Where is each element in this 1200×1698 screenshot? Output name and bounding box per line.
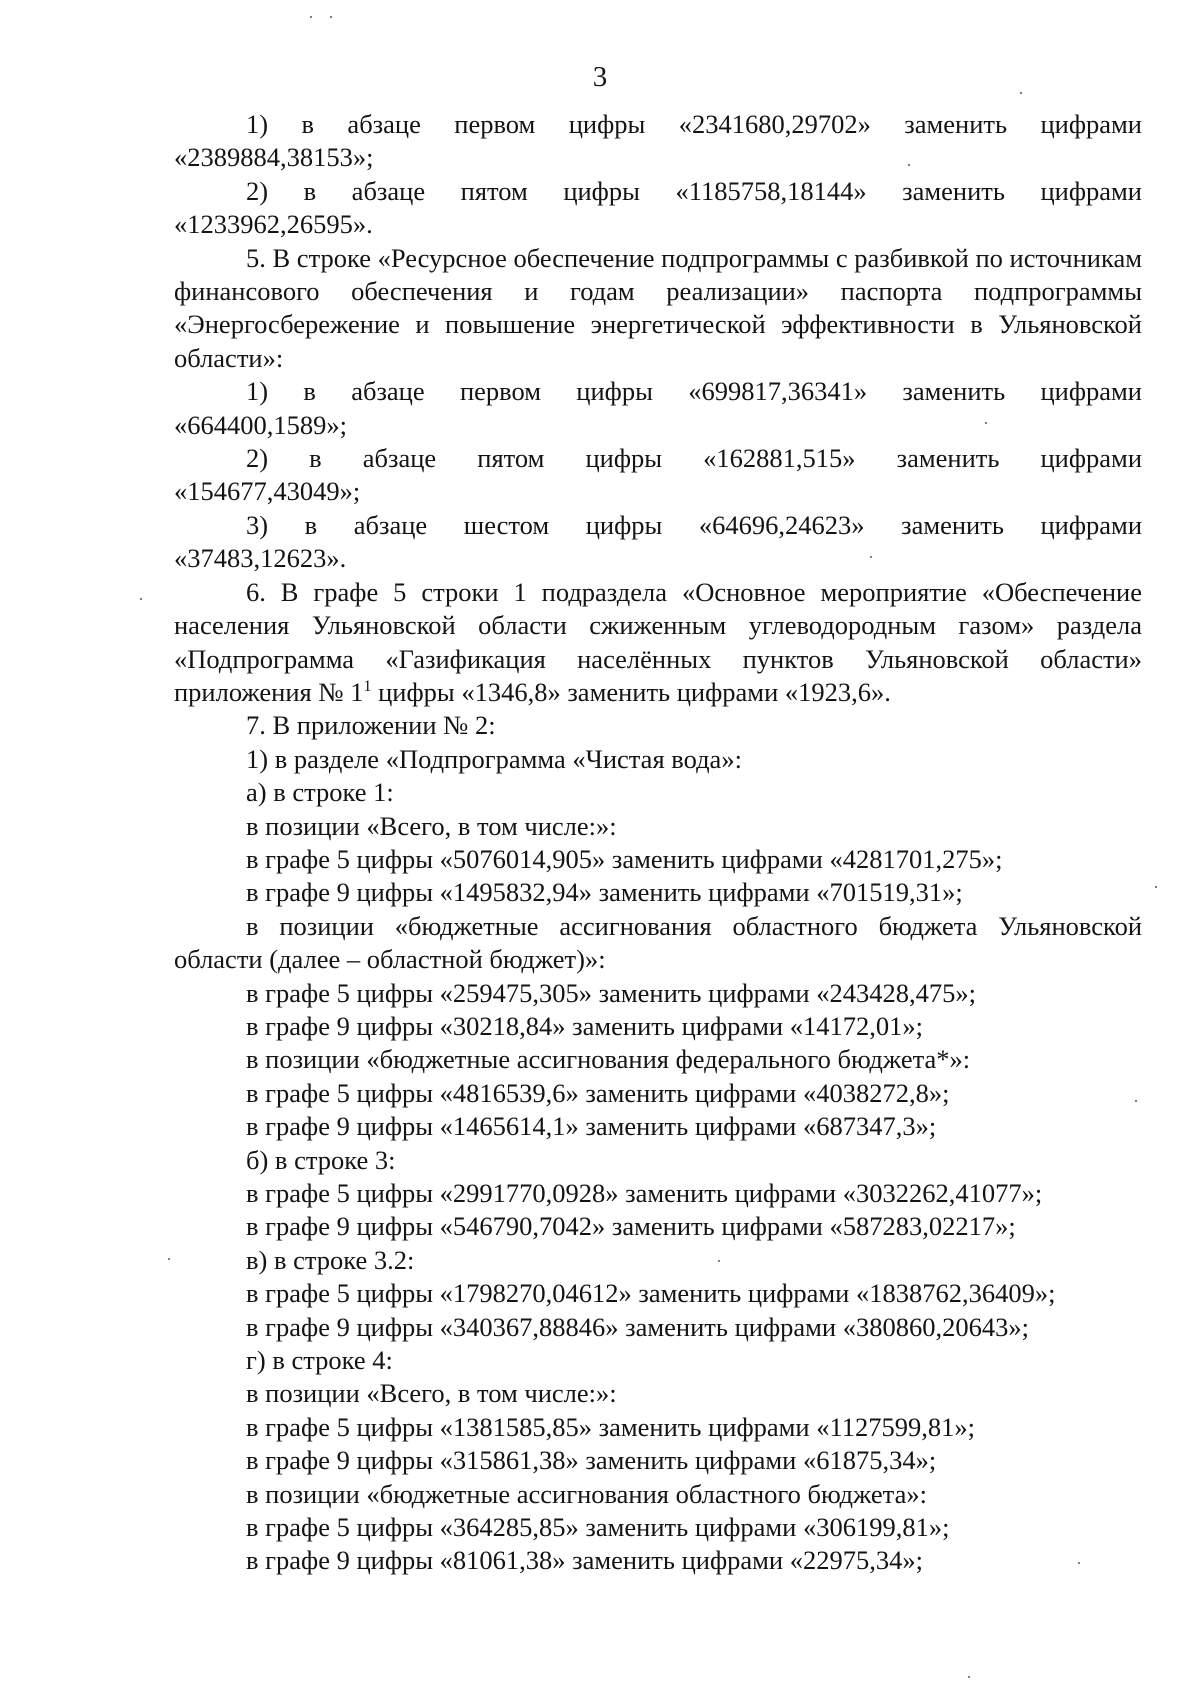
paragraph-line: в графе 9 цифры «1465614,1» заменить цифрами «687347,3»; xyxy=(246,1111,937,1142)
paragraph-section-5: 5. В строке «Ресурсное обеспечение подпрограммы с разбивкой по источникам финансового обеспечения и годам реализации» паспорта подпрограммы «Энергосбережение и повышение энергетической эффективности в Ульяновской области»: xyxy=(174,242,1142,373)
paragraph-5-item-2-line2: «154677,43049»; xyxy=(174,476,361,507)
paragraph-line: в графе 9 цифры «340367,88846» заменить цифрами «380860,20643»; xyxy=(246,1311,1029,1342)
scan-speck xyxy=(1020,92,1022,94)
paragraph-item-2-line2: «1233962,26595». xyxy=(174,209,373,240)
paragraph-line: в графе 5 цифры «1381585,85» заменить цифрами «1127599,81»; xyxy=(246,1411,975,1442)
paragraph-position-regional: в позиции «бюджетные ассигнования областного бюджета Ульяновской области (далее – областной бюджет)»: xyxy=(174,910,1142,975)
paragraph-subitem-g: г) в строке 4: xyxy=(246,1345,393,1376)
paragraph-7-item-1: 1) в разделе «Подпрограмма «Чистая вода»: xyxy=(246,743,742,774)
paragraph-line: в графе 5 цифры «1798270,04612» заменить цифрами «1838762,36409»; xyxy=(246,1278,1056,1309)
paragraph-line: в графе 9 цифры «30218,84» заменить цифрами «14172,01»; xyxy=(246,1010,923,1041)
paragraph-5-item-3-line2: «37483,12623». xyxy=(174,543,347,574)
scan-speck xyxy=(330,16,332,18)
paragraph-item-1-line1: 1) в абзаце первом цифры «2341680,29702» заменить цифрами xyxy=(246,109,1142,139)
scan-speck xyxy=(908,164,910,166)
section-6-text: 6. В графе 5 строки 1 подраздела «Основное мероприятие «Обеспечение населения Ульяновской области сжиженным углеводородным газом» раздела «Подпрограмма «Газификация населённых пунктов Ульяновской области» приложения № 1 xyxy=(174,576,1142,707)
paragraph-line: в графе 5 цифры «364285,85» заменить цифрами «306199,81»; xyxy=(246,1512,950,1543)
scan-speck xyxy=(968,1676,970,1678)
paragraph-line: в графе 9 цифры «81061,38» заменить цифрами «22975,34»; xyxy=(246,1545,923,1576)
paragraph-position-total: в позиции «Всего, в том числе:»: xyxy=(246,1378,617,1409)
paragraph-line: в графе 5 цифры «2991770,0928» заменить цифрами «3032262,41077»; xyxy=(246,1178,1043,1208)
superscript: 1 xyxy=(363,677,372,695)
scan-speck xyxy=(718,1260,720,1262)
paragraph-line: в графе 9 цифры «546790,7042» заменить цифрами «587283,02217»; xyxy=(246,1211,1016,1242)
page-number: 3 xyxy=(592,61,608,93)
paragraph-section-6 xyxy=(174,576,1142,710)
paragraph-item-2-line1: 2) в абзаце пятом цифры «1185758,18144» заменить цифрами xyxy=(246,175,1142,206)
paragraph-5-item-1-line1: 1) в абзаце первом цифры «699817,36341» заменить цифрами xyxy=(246,376,1142,407)
paragraph-5-item-2-line1: 2) в абзаце пятом цифры «162881,515» заменить цифрами xyxy=(246,443,1142,474)
scan-speck xyxy=(310,16,312,18)
scan-speck xyxy=(870,556,872,558)
paragraph-subitem-a: а) в строке 1: xyxy=(246,777,394,808)
paragraph-line: в графе 5 цифры «5076014,905» заменить цифрами «4281701,275»; xyxy=(246,843,1003,874)
document-body xyxy=(174,108,1142,1578)
paragraph-line: в графе 5 цифры «4816539,6» заменить цифрами «4038272,8»; xyxy=(246,1077,950,1108)
paragraph-position-total: в позиции «Всего, в том числе:»: xyxy=(246,810,617,841)
paragraph-5-item-3-line1: 3) в абзаце шестом цифры «64696,24623» заменить цифрами xyxy=(246,509,1142,540)
paragraph-line: в графе 5 цифры «259475,305» заменить цифрами «243428,475»; xyxy=(246,977,976,1008)
paragraph-subitem-b: б) в строке 3: xyxy=(246,1144,396,1175)
scan-speck xyxy=(1155,886,1157,888)
scan-speck xyxy=(168,1258,170,1260)
paragraph-section-7: 7. В приложении № 2: xyxy=(246,710,496,741)
scan-speck xyxy=(1135,1100,1137,1102)
paragraph-line: в графе 9 цифры «1495832,94» заменить цифрами «701519,31»; xyxy=(246,877,963,908)
scan-speck xyxy=(985,422,987,424)
scan-speck xyxy=(140,598,142,600)
section-6-text-end: цифры «1346,8» заменить цифрами «1923,6». xyxy=(371,676,891,707)
paragraph-position-regional: в позиции «бюджетные ассигнования областного бюджета»: xyxy=(246,1478,927,1509)
paragraph-item-1-line2: «2389884,38153»; xyxy=(174,142,374,173)
paragraph-position-federal: в позиции «бюджетные ассигнования федерального бюджета*»: xyxy=(246,1044,971,1075)
paragraph-5-item-1-line2: «664400,1589»; xyxy=(174,409,347,440)
scan-speck xyxy=(1078,1562,1080,1564)
paragraph-line: в графе 9 цифры «315861,38» заменить цифрами «61875,34»; xyxy=(246,1445,937,1476)
paragraph-subitem-v: в) в строке 3.2: xyxy=(246,1244,415,1275)
